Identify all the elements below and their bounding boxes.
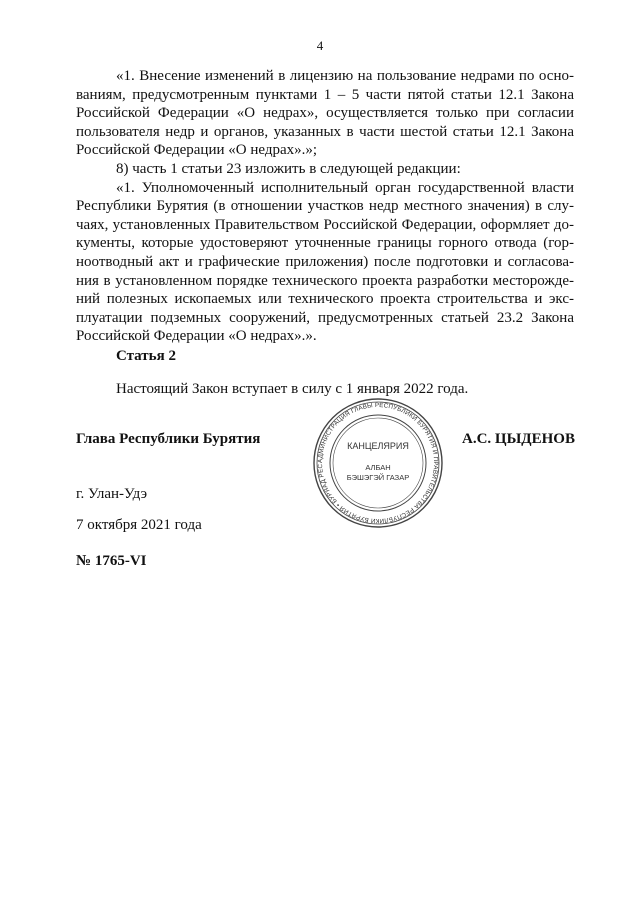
law-text (76, 67, 574, 346)
signer-title: Глава Республики Бурятия (76, 431, 261, 447)
place: г. Улан-Удэ (76, 486, 148, 502)
document-number: № 1765-VI (76, 553, 147, 569)
seal-line-2: АЛБАН (365, 463, 391, 472)
text-line: «1. Уполномоченный исполнительный орган государственной власти (116, 179, 574, 196)
text-line: Российской Федерации «О недрах».»; (76, 142, 318, 159)
text-line: плуатации подземных сооружений, предусмотренных статьей 23.2 Закона (76, 309, 574, 326)
seal-graphic (312, 397, 444, 529)
text-line: ния в установленном порядке технического проекта разработки месторожде- (76, 272, 574, 289)
text-line: ний полезных ископаемых или технического проекта строительства и экс- (76, 291, 574, 308)
svg-text:АДМИНИСТРАЦИЯ ГЛАВЫ РЕСПУБЛИКИ (312, 397, 439, 524)
paragraph-article-23 (76, 179, 574, 346)
text-line: Российской Федерации «О недрах».». (76, 328, 317, 345)
text-line: Российской Федерации «О недрах», осуществляется только при согласии (76, 105, 574, 122)
seal-line-3: БЭШЭГЭЙ ГАЗАР (346, 473, 410, 482)
official-seal (312, 397, 444, 529)
signer-name: А.С. ЦЫДЕНОВ (462, 431, 575, 447)
seal-line-1: КАНЦЕЛЯРИЯ (347, 441, 409, 451)
text-line: Республики Бурятия (в отношении участков недр местного значения) в слу- (76, 198, 574, 215)
article-title: Статья 2 (116, 348, 176, 364)
paragraph-item-8: 8) часть 1 статьи 23 изложить в следующей редакции: (116, 160, 461, 177)
paragraph-amendment-license (76, 67, 574, 160)
page-number: 4 (316, 38, 324, 53)
text-line: ваниям, предусмотренным пунктами 1 – 5 части пятой статьи 12.1 Закона (76, 86, 574, 103)
article-text: Настоящий Закон вступает в силу с 1 января 2022 года. (116, 381, 469, 397)
text-line: кументы, которые удостоверяют уточненные границы горного отвода (гор- (76, 235, 574, 252)
date: 7 октября 2021 года (76, 517, 202, 533)
seal-ring-text: АДМИНИСТРАЦИЯ ГЛАВЫ РЕСПУБЛИКИ БУРЯТИЯ И ПРАВИТЕЛЬСТВА РЕСПУБЛИКИ БУРЯТИЯ • БУРЯАД РЕС (316, 401, 440, 525)
text-line: чаях, установленных Правительством Российской Федерации, оформляет до- (76, 216, 574, 233)
text-line: пользователя недр и органов, указанных в части шестой статьи 12.1 Закона (76, 123, 574, 140)
text-line: «1. Внесение изменений в лицензию на пользование недрами по осно- (116, 68, 574, 84)
text-line: ноотводный акт и графические приложения) после подготовки и согласова- (76, 253, 574, 270)
